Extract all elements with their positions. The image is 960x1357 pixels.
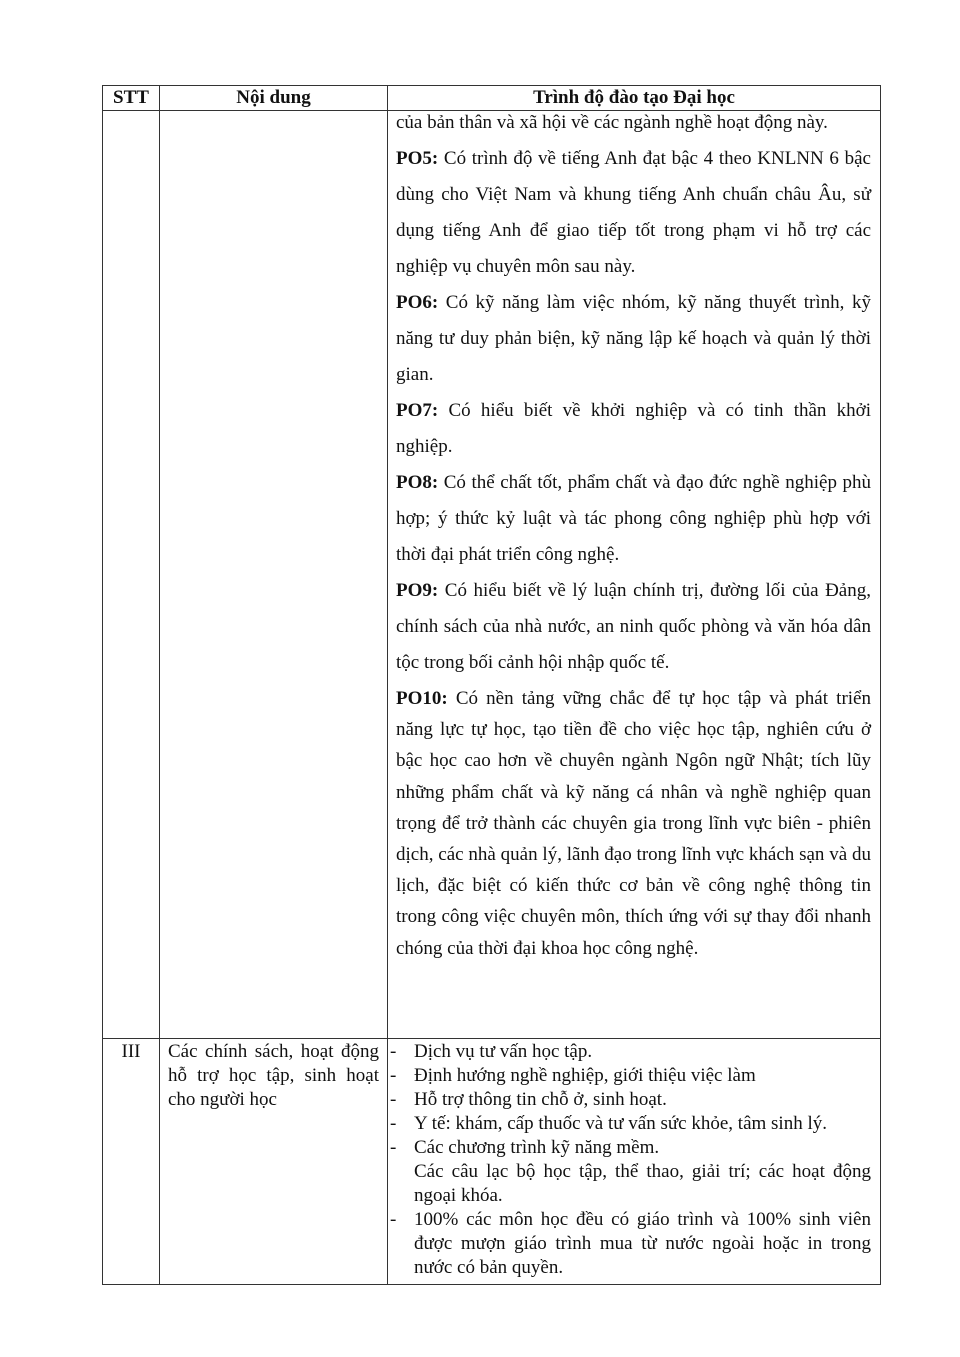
cell-noi-dung bbox=[160, 111, 388, 1039]
po-text: Có hiểu biết về khởi nghiệp và có tinh thần khởi nghiệp. bbox=[396, 400, 871, 457]
dash-bullet: - bbox=[390, 1209, 397, 1230]
item-text: Dịch vụ tư vấn học tập. bbox=[414, 1041, 593, 1062]
item-text: Định hướng nghề nghiệp, giới thiệu việc làm bbox=[414, 1065, 756, 1086]
cell-objectives bbox=[388, 111, 881, 1039]
cell-noi-dung: Các chính sách, hoạt động hỗ trợ học tập, sinh hoạt cho người học bbox=[160, 1039, 388, 1285]
po6-paragraph bbox=[388, 285, 880, 393]
po5-paragraph bbox=[388, 141, 880, 285]
po-label: PO10: bbox=[396, 688, 448, 709]
po-text: Có kỹ năng làm việc nhóm, kỹ năng thuyết trình, kỹ năng tư duy phản biện, kỹ năng lập kế hoạch và quản lý thời gian. bbox=[396, 292, 871, 385]
po-text: Có thể chất tốt, phẩm chất và đạo đức nghề nghiệp phù hợp; ý thức kỷ luật và tác phong công nghiệp phù hợp với thời đại phát triển công nghệ. bbox=[396, 472, 871, 565]
po8-paragraph bbox=[388, 465, 880, 573]
program-table bbox=[102, 85, 881, 1285]
continuation-paragraph: của bản thân và xã hội về các ngành nghề hoạt động này. bbox=[396, 112, 828, 133]
list-item bbox=[388, 1136, 871, 1160]
dash-bullet: - bbox=[390, 1089, 397, 1110]
header-noi-dung: Nội dung bbox=[160, 86, 388, 111]
header-trinh-do: Trình độ đào tạo Đại học bbox=[388, 86, 881, 111]
po-text: Có hiểu biết về lý luận chính trị, đường lối của Đảng, chính sách của nhà nước, an ninh quốc phòng và văn hóa dân tộc trong bối cảnh hội nhập quốc tế. bbox=[396, 580, 871, 673]
item-text: Hỗ trợ thông tin chỗ ở, sinh hoạt. bbox=[414, 1089, 667, 1110]
list-item bbox=[388, 1208, 871, 1280]
item-text: Các chương trình kỹ năng mềm. bbox=[414, 1137, 660, 1158]
po-label: PO9: bbox=[396, 580, 439, 601]
po7-paragraph bbox=[388, 393, 880, 465]
list-item bbox=[388, 1160, 871, 1208]
po-label: PO8: bbox=[396, 472, 439, 493]
dash-bullet: - bbox=[390, 1041, 397, 1062]
list-item bbox=[388, 1040, 871, 1064]
cell-support-list bbox=[388, 1039, 881, 1285]
dash-bullet: - bbox=[390, 1113, 397, 1134]
table-row bbox=[103, 1039, 881, 1285]
item-text: 100% các môn học đều có giáo trình và 100% sinh viên được mượn giáo trình mua từ nước ngoài hoặc in trong nước có bản quyền. bbox=[414, 1209, 871, 1278]
po-text: Có nền tảng vững chắc để tự học tập và phát triển năng lực tự học, tạo tiền đề cho việc học tập, nghiên cứu ở bậc học cao hơn về chuyên ngành Ngôn ngữ Nhật; tích lũy những phẩm chất và kỹ năng cá nhân và nghề nghiệp quan trọng để trở thành các chuyên gia trong lĩnh vực biên - phiên dịch, các nhà quản lý, lãnh đạo trong lĩnh vực khách sạn và du lịch, đặc biệt có kiến thức cơ bản về công nghệ thông tin trong công việc chuyên môn, thích ứng với sự thay đổi nhanh chóng của thời đại khoa học công nghệ. bbox=[396, 688, 871, 959]
po10-paragraph bbox=[388, 683, 880, 964]
po-label: PO6: bbox=[396, 292, 439, 313]
po-label: PO5: bbox=[396, 148, 439, 169]
cell-stt bbox=[103, 111, 160, 1039]
list-item bbox=[388, 1112, 871, 1136]
dash-bullet: - bbox=[390, 1065, 397, 1086]
table-row bbox=[103, 111, 881, 1039]
po-text: Có trình độ về tiếng Anh đạt bậc 4 theo KNLNN 6 bậc dùng cho Việt Nam và khung tiếng Anh chuẩn châu Âu, sử dụng tiếng Anh để giao tiếp tốt trong phạm vi hỗ trợ các nghiệp vụ chuyên môn sau này. bbox=[396, 148, 871, 277]
support-list bbox=[388, 1039, 880, 1284]
cell-stt: III bbox=[103, 1039, 160, 1285]
item-text: Y tế: khám, cấp thuốc và tư vấn sức khỏe, tâm sinh lý. bbox=[414, 1113, 827, 1134]
item-text: Các câu lạc bộ học tập, thể thao, giải trí; các hoạt động ngoại khóa. bbox=[414, 1161, 871, 1206]
list-item bbox=[388, 1064, 871, 1088]
dash-bullet: - bbox=[390, 1137, 397, 1158]
po9-paragraph bbox=[388, 573, 880, 681]
po-label: PO7: bbox=[396, 400, 439, 421]
list-item bbox=[388, 1088, 871, 1112]
header-stt: STT bbox=[103, 86, 160, 111]
